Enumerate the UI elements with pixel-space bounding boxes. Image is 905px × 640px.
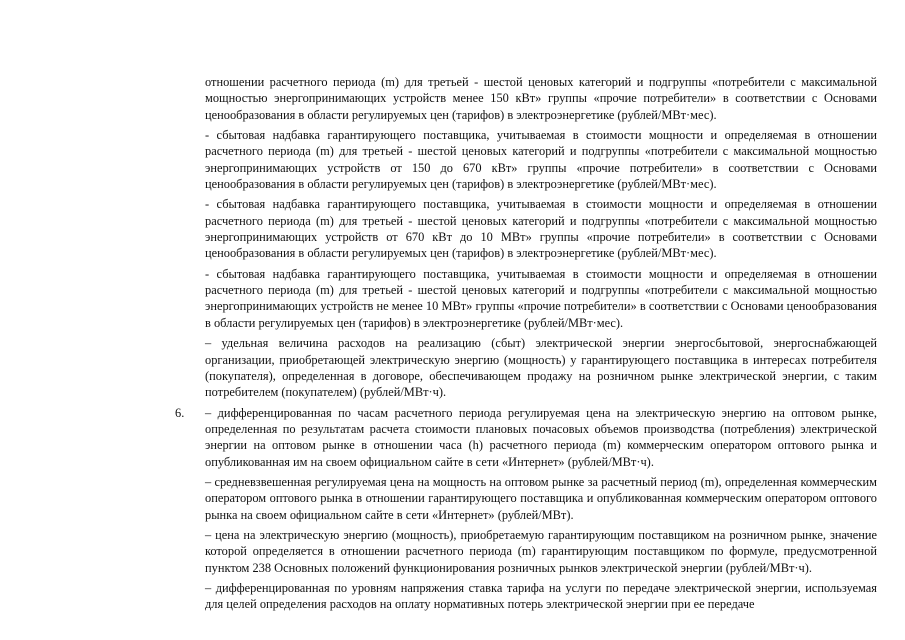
definition-wholesale-capacity-price: – средневзвешенная регулируемая цена на мощность на оптовом рынке за расчетный период (m), определенная коммерческим оператором оптового рынка в отношении гарантирующего поставщика и опубликованная коммерческим оператором оптового рынка на своем официальном сайте в сети «Интернет» (рублей/МВт). xyxy=(205,474,877,522)
list-item-number: 6. xyxy=(175,405,185,420)
definition-sales-expenses: – удельная величина расходов на реализацию (сбыт) электрической энергии энергосбытовой, энергоснабжающей организации, приобретающей электрическую энергию (мощность) у гарантирующего поставщика в интересах потребителя (покупателя), определенная в договоре, обеспечивающем продажу на розничном рынке электрической энергии, с таким потребителем (покупателем) (рублей/МВт·ч). xyxy=(205,336,877,400)
document-body xyxy=(175,74,877,617)
definition-surcharge-over-10mw: - сбытовая надбавка гарантирующего поставщика, учитываемая в стоимости мощности и определяемая в отношении расчетного периода (m) для третьей - шестой ценовых категорий и подгруппы «потребители с максимальной мощностью энергопринимающих устройств не менее 10 МВт» группы «прочие потребители» в соответствии с Основами ценообразования в области регулируемых цен (тарифов) в электроэнергетике (рублей/МВт·мес). xyxy=(205,266,877,330)
definition-wholesale-energy-price: – дифференцированная по часам расчетного периода регулируемая цена на электрическую энергию на оптовом рынке, определенная по результатам расчета стоимости плановых почасовых объемов производства (потребления) электрической энергии на оптовом рынке в отношении часа (h) расчетного периода (m) коммерческим оператором оптового рынка и опубликованная им на своем официальном сайте в сети «Интернет» (рублей/МВт·ч). xyxy=(205,405,877,469)
definition-surcharge-670-10mw: - сбытовая надбавка гарантирующего поставщика, учитываемая в стоимости мощности и определяемая в отношении расчетного периода (m) для третьей - шестой ценовых категорий и подгруппы «потребители с максимальной мощностью энергопринимающих устройств от 670 кВт до 10 МВт» группы «прочие потребители» в соответствии с Основами ценообразования в области регулируемых цен (тарифов) в электроэнергетике (рублей/МВт·мес). xyxy=(205,197,877,261)
definition-retail-energy-price: – цена на электрическую энергию (мощность), приобретаемую гарантирующим поставщиком на розничном рынке, значение которой определяется в отношении расчетного периода (m) гарантирующим поставщиком по формуле, предусмотренной пунктом 238 Основных положений функционирования розничных рынков электрической энергии (рублей/МВт·ч). xyxy=(205,527,877,575)
paragraph-continuation: отношении расчетного периода (m) для третьей - шестой ценовых категорий и подгруппы «потребители с максимальной мощностью энергопринимающих устройств менее 150 кВт» группы «прочие потребители» в соответствии с Основами ценообразования в области регулируемых цен (тарифов) в электроэнергетике (рублей/МВт·мес). xyxy=(205,75,877,122)
list-item-6 xyxy=(175,405,877,613)
definition-transmission-tariff: – дифференцированная по уровням напряжения ставка тарифа на услуги по передаче электрической энергии, используемая для целей определения расходов на оплату нормативных потерь электрической энергии при ее передаче xyxy=(205,580,877,612)
definition-surcharge-150-670: - сбытовая надбавка гарантирующего поставщика, учитываемая в стоимости мощности и определяемая в отношении расчетного периода (m) для третьей - шестой ценовых категорий и подгруппы «потребители с максимальной мощностью энергопринимающих устройств от 150 до 670 кВт» группы «прочие потребители» в соответствии с Основами ценообразования в области регулируемых цен (тарифов) в электроэнергетике (рублей/МВт·мес). xyxy=(205,128,877,192)
